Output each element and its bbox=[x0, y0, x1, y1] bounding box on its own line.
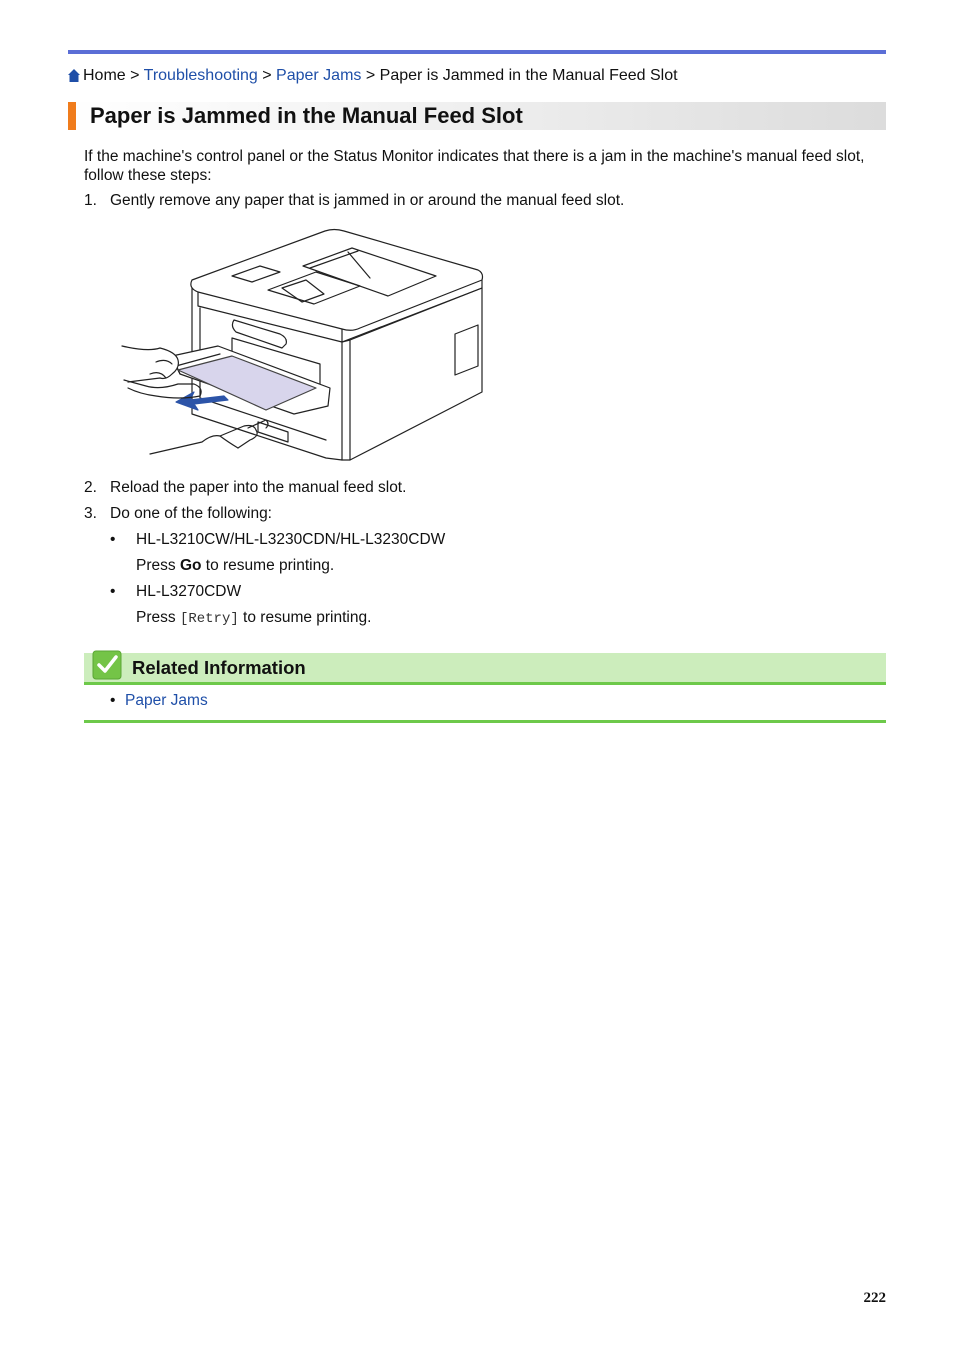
option-instruction bbox=[136, 557, 334, 575]
step-2 bbox=[84, 479, 406, 497]
bullet: • bbox=[110, 583, 116, 600]
home-icon[interactable] bbox=[68, 69, 80, 87]
instruction-text: to resume printing. bbox=[238, 609, 372, 626]
breadcrumb-troubleshooting-link[interactable]: Troubleshooting bbox=[143, 67, 258, 84]
model-name: HL-L3210CW/HL-L3230CDN/HL-L3230CDW bbox=[136, 531, 446, 548]
breadcrumb-separator: > bbox=[125, 67, 144, 84]
step-number: 2. bbox=[84, 479, 97, 496]
step-1 bbox=[84, 192, 624, 210]
title-accent bbox=[68, 102, 76, 130]
related-information-title: Related Information bbox=[132, 657, 306, 678]
step-number: 1. bbox=[84, 192, 97, 209]
model-name: HL-L3270CDW bbox=[136, 583, 242, 600]
top-rule bbox=[68, 50, 886, 54]
intro-text: If the machine's control panel or the Status Monitor indicates that there is a jam in the machine's manual feed slot, follow these steps: bbox=[84, 148, 865, 184]
key-retry: [Retry] bbox=[179, 611, 239, 627]
breadcrumb bbox=[68, 67, 678, 87]
step-3 bbox=[84, 505, 272, 523]
breadcrumb-separator: > bbox=[257, 67, 277, 84]
breadcrumb-paper-jams-link[interactable]: Paper Jams bbox=[276, 67, 362, 84]
breadcrumb-separator: > bbox=[361, 67, 380, 84]
printer-illustration bbox=[120, 228, 490, 469]
related-list-item bbox=[110, 692, 208, 710]
bullet: • bbox=[110, 531, 116, 548]
page-number: 222 bbox=[863, 1290, 886, 1306]
instruction-text: Press bbox=[136, 557, 180, 574]
step-text: Gently remove any paper that is jammed in or around the manual feed slot. bbox=[110, 192, 625, 209]
option-model bbox=[110, 531, 445, 549]
related-bottom-rule bbox=[84, 720, 886, 723]
step-text: Reload the paper into the manual feed slot. bbox=[110, 479, 407, 496]
bullet: • bbox=[110, 692, 116, 709]
instruction-text: to resume printing. bbox=[201, 557, 335, 574]
step-number: 3. bbox=[84, 505, 97, 522]
breadcrumb-current: Paper is Jammed in the Manual Feed Slot bbox=[379, 67, 678, 84]
page-title-bar bbox=[68, 102, 886, 130]
related-paper-jams-link[interactable]: Paper Jams bbox=[125, 692, 208, 709]
checkmark-icon bbox=[92, 650, 122, 685]
key-go: Go bbox=[179, 557, 202, 574]
instruction-text: Press bbox=[136, 609, 180, 626]
step-text: Do one of the following: bbox=[110, 505, 272, 522]
option-model bbox=[110, 583, 241, 601]
option-instruction bbox=[136, 609, 371, 627]
page-title: Paper is Jammed in the Manual Feed Slot bbox=[90, 103, 523, 128]
breadcrumb-home[interactable]: Home bbox=[83, 67, 126, 84]
related-information-header bbox=[84, 653, 886, 685]
